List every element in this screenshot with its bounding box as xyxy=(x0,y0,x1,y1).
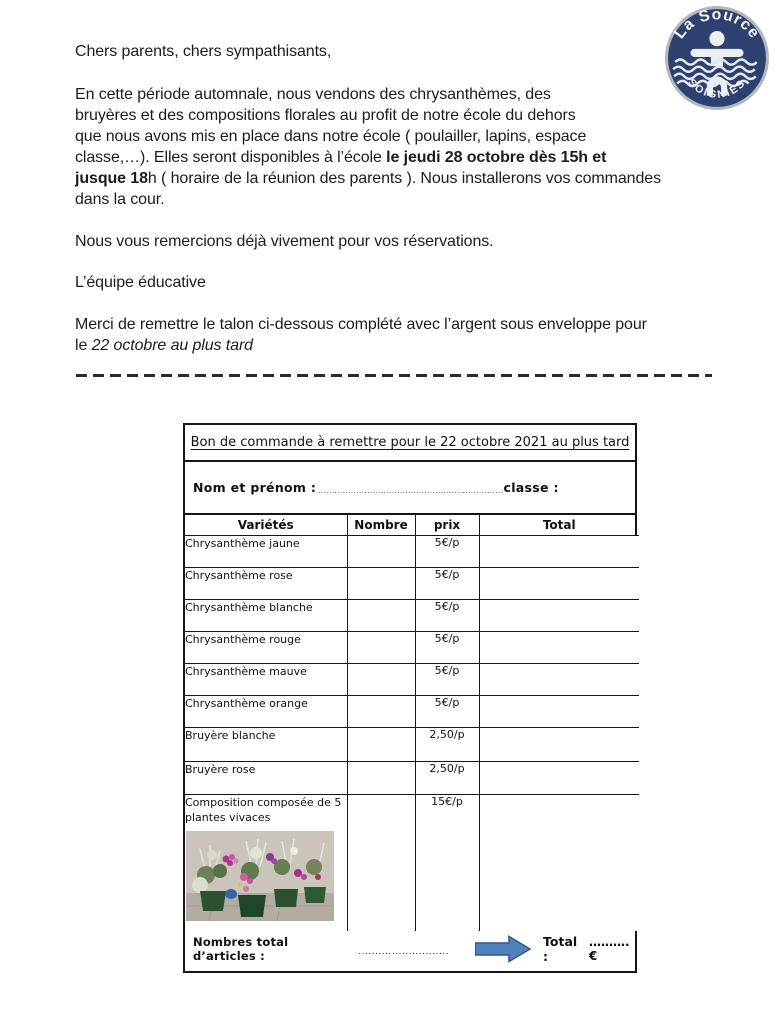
table-row xyxy=(185,567,639,599)
name-fill-line: .................................................................... xyxy=(318,486,504,495)
articles-fill-line: ........................... xyxy=(358,946,450,957)
variety-cell: Chrysanthème rouge xyxy=(185,631,347,663)
nombre-cell xyxy=(347,631,415,663)
total-cell xyxy=(479,794,639,931)
total-cell xyxy=(479,631,639,663)
table-row xyxy=(185,727,639,761)
nombre-cell xyxy=(347,794,415,931)
logo-bottom-text: SOIGNIES xyxy=(685,76,749,102)
letter-paragraph-1 xyxy=(75,84,755,210)
price-cell: 5€/p xyxy=(415,663,479,695)
table-row xyxy=(185,663,639,695)
col-header-varietes: Variétés xyxy=(185,515,347,535)
letter-paragraph-2: Nous vous remercions déjà vivement pour vos réservations. xyxy=(75,233,494,250)
nombre-cell xyxy=(347,567,415,599)
nombre-cell xyxy=(347,761,415,794)
table-row xyxy=(185,599,639,631)
name-label: Nom et prénom : xyxy=(193,480,317,495)
nombre-cell xyxy=(347,663,415,695)
total-label: Total : xyxy=(543,934,578,964)
letter-paragraph-3 xyxy=(75,314,755,356)
right-arrow-icon xyxy=(475,935,531,963)
letter-line xyxy=(75,335,755,356)
letter-bold-text: le jeudi 28 octobre dès 15h et xyxy=(386,149,607,166)
price-cell: 2,50/p xyxy=(415,761,479,794)
total-value: ……….€ xyxy=(588,935,630,963)
variety-cell: Bruyère blanche xyxy=(185,727,347,761)
nombre-cell xyxy=(347,599,415,631)
col-header-nombre: Nombre xyxy=(347,515,415,535)
variety-cell: Chrysanthème rose xyxy=(185,567,347,599)
variety-text: Composition composée de 5 plantes vivaces xyxy=(185,795,342,824)
total-cell xyxy=(479,695,639,727)
logo-top-text: La Source xyxy=(670,6,764,43)
price-cell: 5€/p xyxy=(415,567,479,599)
variety-cell: Chrysanthème mauve xyxy=(185,663,347,695)
price-cell: 5€/p xyxy=(415,695,479,727)
total-cell xyxy=(479,599,639,631)
table-row xyxy=(185,535,639,567)
price-cell: 5€/p xyxy=(415,599,479,631)
variety-cell xyxy=(185,794,347,931)
total-cell xyxy=(479,567,639,599)
letter-signature: L’équipe éducative xyxy=(75,274,206,291)
total-cell xyxy=(479,727,639,761)
letter-bold-text: jusque 18 xyxy=(75,170,148,187)
plants-photo xyxy=(186,831,334,921)
variety-cell: Chrysanthème orange xyxy=(185,695,347,727)
table-row xyxy=(185,761,639,794)
letter-text: h ( horaire de la réunion des parents ). Nous installerons vos commandes xyxy=(147,170,661,187)
total-cell xyxy=(479,761,639,794)
table-header-row xyxy=(185,515,639,535)
total-cell xyxy=(479,663,639,695)
letter-line xyxy=(75,168,755,189)
figure-head-shape xyxy=(709,31,724,46)
nombre-cell xyxy=(347,727,415,761)
price-cell: 15€/p xyxy=(415,794,479,931)
price-cell: 2,50/p xyxy=(415,727,479,761)
nombre-cell xyxy=(347,695,415,727)
nombre-cell xyxy=(347,535,415,567)
articles-total-label: Nombres total d’articles : xyxy=(193,935,289,963)
table-row xyxy=(185,695,639,727)
variety-cell: Chrysanthème jaune xyxy=(185,535,347,567)
letter-italic-text: 22 octobre au plus tard xyxy=(91,337,253,354)
order-form xyxy=(183,423,637,973)
name-class-row xyxy=(185,462,635,515)
col-header-prix: prix xyxy=(415,515,479,535)
letter-line xyxy=(75,147,755,168)
variety-cell: Bruyère rose xyxy=(185,761,347,794)
salutation: Chers parents, chers sympathisants, xyxy=(75,43,332,60)
form-footer xyxy=(185,931,635,967)
order-table xyxy=(185,515,639,931)
letter-line: En cette période automnale, nous vendons des chrysanthèmes, des xyxy=(75,86,551,103)
class-label: classe : xyxy=(503,480,559,495)
price-cell: 5€/p xyxy=(415,631,479,663)
cut-line xyxy=(76,374,712,377)
total-cell xyxy=(479,535,639,567)
price-cell: 5€/p xyxy=(415,535,479,567)
letter-line: dans la cour. xyxy=(75,191,165,208)
col-header-total: Total xyxy=(479,515,639,535)
letter-text: le xyxy=(75,337,92,354)
table-row-composition xyxy=(185,794,639,931)
letter-line: bruyères et des compositions florales au profit de notre école du dehors xyxy=(75,107,576,124)
letter-line: que nous avons mis en place dans notre école ( poulailler, lapins, espace xyxy=(75,128,587,145)
order-form-title: Bon de commande à remettre pour le 22 octobre 2021 au plus tard xyxy=(185,425,635,462)
letter-line: Merci de remettre le talon ci-dessous complété avec l’argent sous enveloppe pour xyxy=(75,316,647,333)
table-row xyxy=(185,631,639,663)
variety-cell: Chrysanthème blanche xyxy=(185,599,347,631)
letter-text: classe,…). Elles seront disponibles à l’école xyxy=(75,149,387,166)
